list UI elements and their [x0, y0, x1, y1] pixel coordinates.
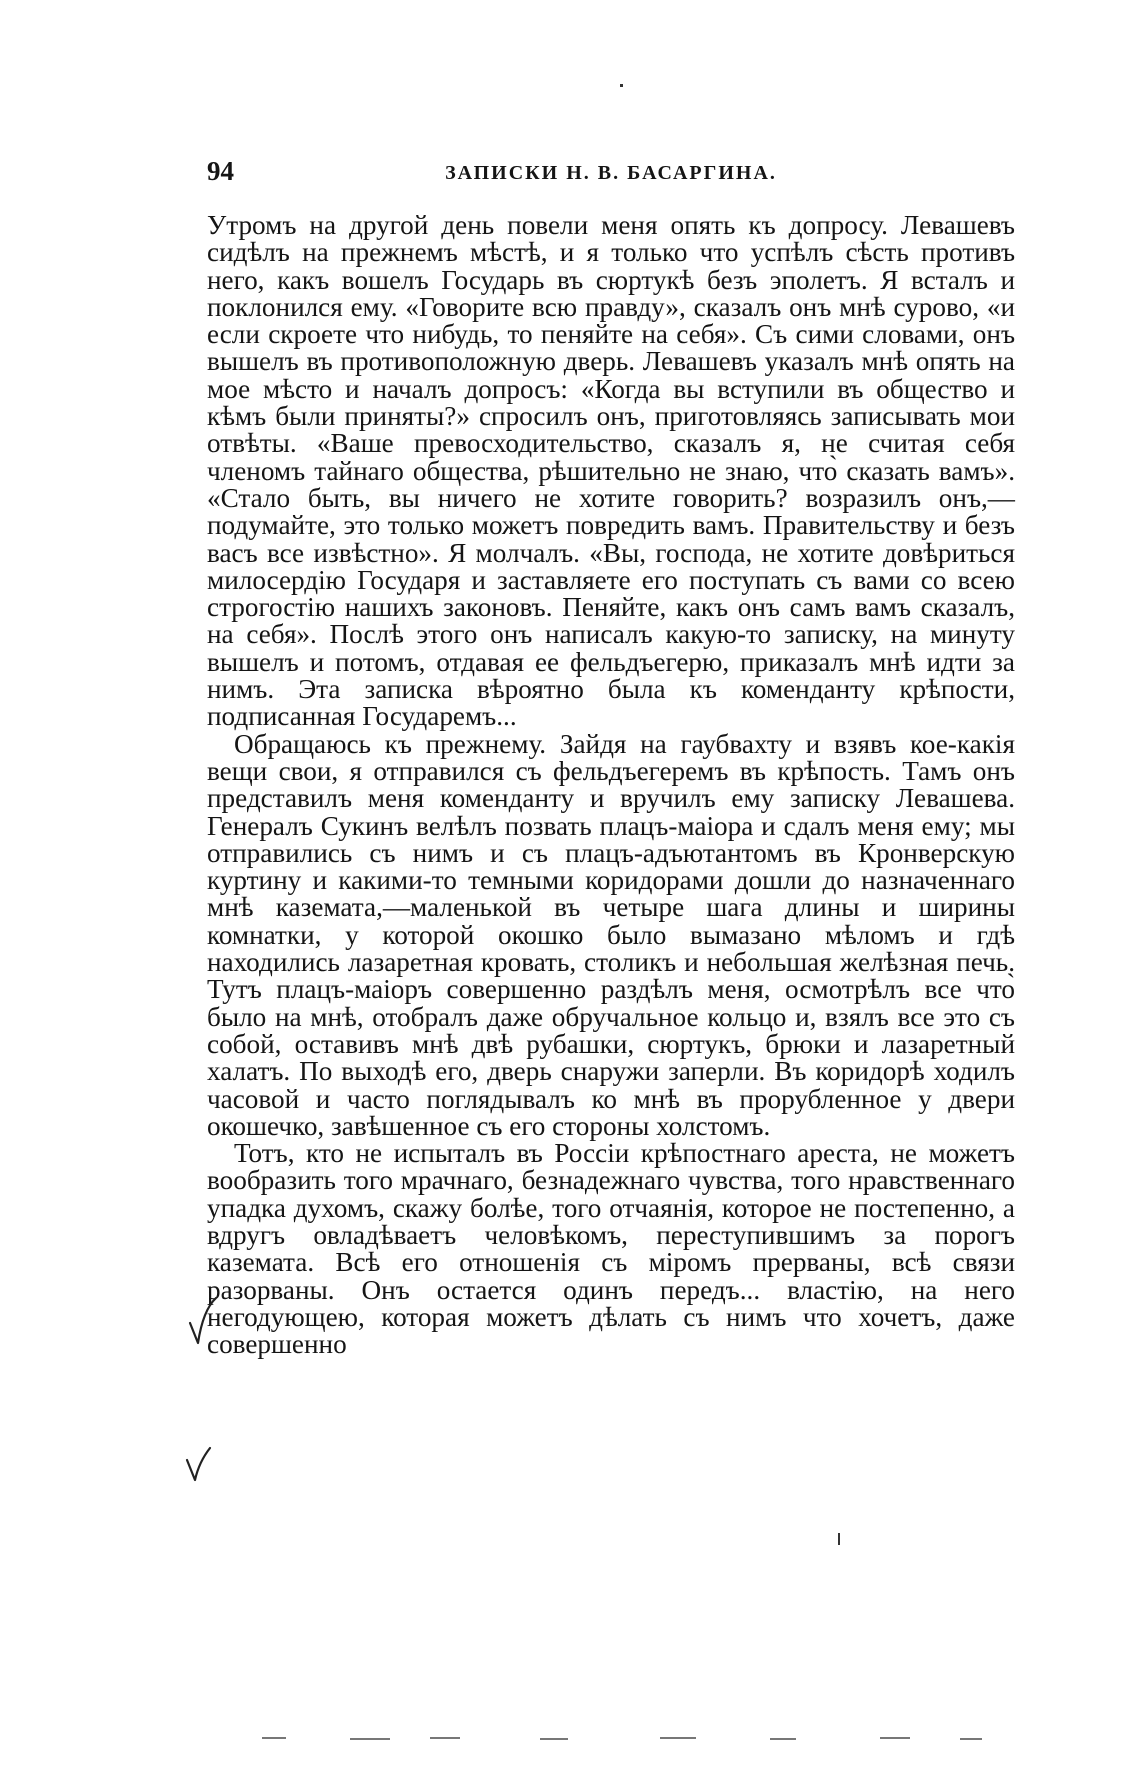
check-mark-icon — [187, 1448, 210, 1480]
scan-artifact — [350, 1738, 390, 1740]
running-head-title: ЗАПИСКИ Н. В. БАСАРГИНА. — [445, 162, 777, 184]
page-number: 94 — [207, 156, 234, 186]
scan-speck — [620, 84, 623, 87]
paragraph-3: Тотъ, кто не испыталъ въ Россіи крѣпостнаго ареста, не можетъ вообразить того мрачнаго, безнадежнаго чувства, того нравственнаго упадка духомъ, скажу болѣе, того отчаянія, которое не постепенно, а вдругъ овладѣваетъ человѣкомъ, переступившимъ за порогъ каземата. Всѣ его отношенія съ міромъ прерваны, всѣ связи разорваны. Онъ остается одинъ передъ... властію, на него негодующею, которая можетъ дѣлать съ нимъ что хочетъ, даже совершенно — [207, 1138, 1015, 1360]
scan-artifact — [262, 1737, 286, 1739]
scan-artifact — [770, 1738, 796, 1740]
scan-artifact — [430, 1737, 460, 1739]
scan-artifact — [540, 1738, 568, 1740]
scan-speck — [838, 1533, 840, 1545]
scan-artifact — [880, 1737, 910, 1739]
paragraph-2: Обращаюсь къ прежнему. Зайдя на гаубвахту и взявъ кое-какія вещи свои, я отправился съ фельдъегеремъ въ крѣпость. Тамъ онъ представилъ меня коменданту и вручилъ ему записку Левашева. Генералъ Сукинъ велѣлъ позвать плацъ-маіора и сдалъ меня ему; мы отправились съ нимъ и съ плацъ-адъютантомъ въ Кронверскую куртину и какими-то темными коридорами дошли до назначеннаго мнѣ каземата,—маленькой въ четыре шага длины и ширины комнатки, у которой окошко было вымазано мѣломъ и гдѣ находились лазаретная кровать, столикъ и небольшая желѣзная печь. Тутъ плацъ-маіоръ совершенно раздѣлъ меня, осмотрѣлъ все что̀ было на мнѣ, отобралъ даже обручальное кольцо и, взялъ все это съ собой, оставивъ мнѣ двѣ рубашки, сюртукъ, брюки и лазаретный халатъ. По выходѣ его, дверь снаружи заперли. Въ коридорѣ ходилъ часовой и часто поглядывалъ ко мнѣ въ прорубленное у двери окошечко, завѣшенное съ его стороны холстомъ. — [207, 728, 1015, 1141]
scan-artifact — [960, 1738, 982, 1740]
check-mark-icon — [190, 1298, 216, 1343]
paragraph-1: Утромъ на другой день повели меня опять къ допросу. Левашевъ сидѣлъ на прежнемъ мѣстѣ, и я только что успѣлъ сѣсть противъ него, какъ вошелъ Государь въ сюртукѣ безъ эполетъ. Я всталъ и поклонился ему. «Говорите всю правду», сказалъ онъ мнѣ сурово, «и если скроете что нибудь, то пеняйте на себя». Съ сими словами, онъ вышелъ въ противоположную дверь. Левашевъ указалъ мнѣ опять на мое мѣсто и началъ допросъ: «Когда вы вступили въ общество и кѣмъ были приняты?» спросилъ онъ, приготовляясь записывать мои отвѣты. «Ваше превосходительство, сказалъ я, не считая себя членомъ тайнаго общества, рѣшительно не знаю, что̀ сказать вамъ». «Стало быть, вы ничего не хотите говорить? возразилъ онъ,—подумайте, это только можетъ повредить вамъ. Правительству и безъ васъ все извѣстно». Я молчалъ. «Вы, господа, не хотите довѣриться милосердію Государя и заставляете его поступать съ вами со всею строгостію нашихъ законовъ. Пеняйте, какъ онъ самъ вамъ сказалъ, на себя». Послѣ этого онъ написалъ какую-то записку, на минуту вышелъ и потомъ, отдавая ее фельдъегерю, приказалъ мнѣ идти за нимъ. Эта записка вѣроятно была къ коменданту крѣпости, подписанная Государемъ... — [207, 210, 1015, 732]
scan-artifact — [660, 1737, 696, 1739]
